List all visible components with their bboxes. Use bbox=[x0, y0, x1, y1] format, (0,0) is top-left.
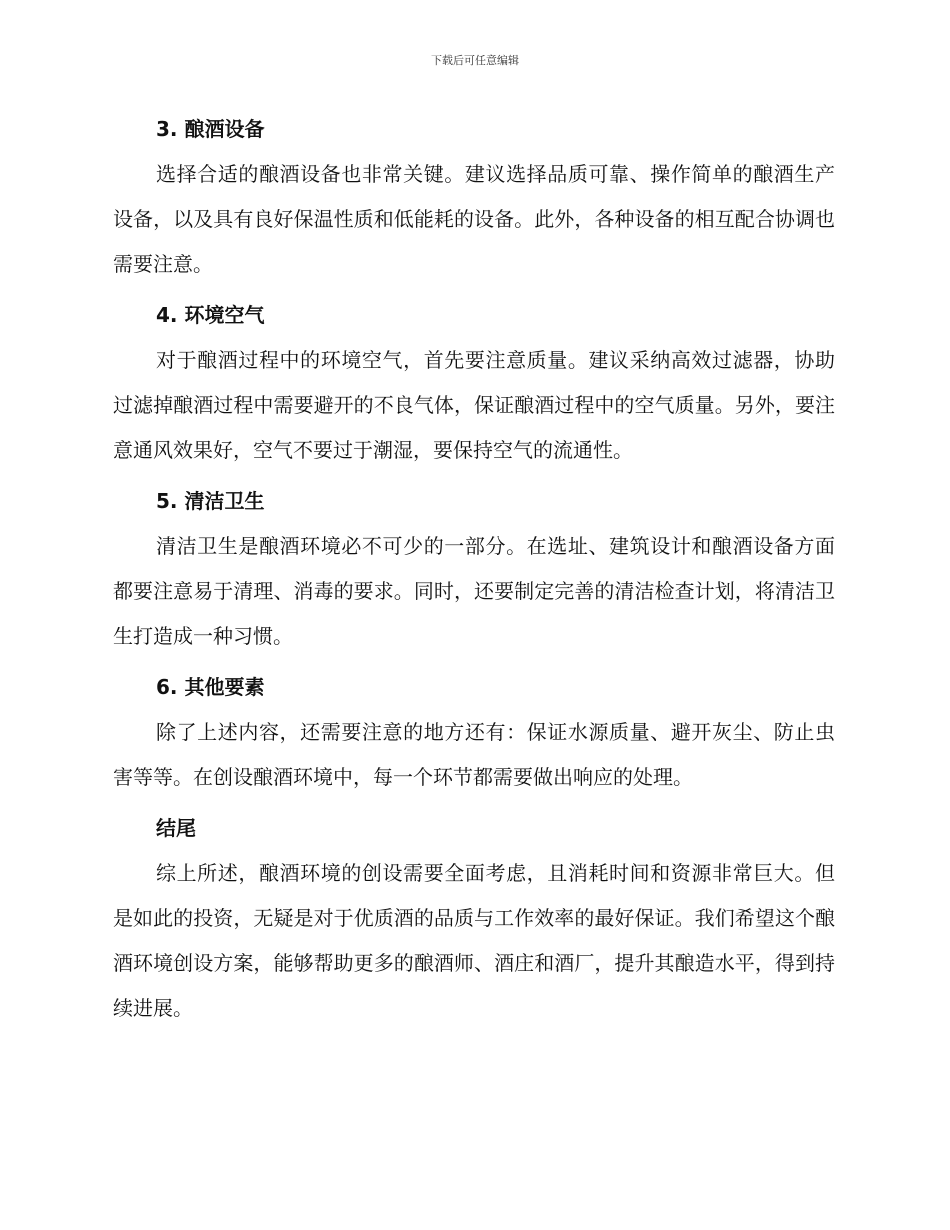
page-header: 下载后可任意编辑 bbox=[431, 54, 519, 67]
section-air bbox=[113, 298, 835, 473]
section-paragraph: 除了上述内容，还需要注意的地方还有：保证水源质量、避开灰尘、防止虫害等等。在创设酿酒环境中，每一个环节都需要做出响应的处理。 bbox=[113, 720, 835, 789]
section-paragraph: 清洁卫生是酿酒环境必不可少的一部分。在选址、建筑设计和酿酒设备方面都要注意易于清理、消毒的要求。同时，还要制定完善的清洁检查计划，将清洁卫生打造成一种习惯。 bbox=[113, 534, 835, 648]
section-other bbox=[113, 670, 835, 800]
section-hygiene bbox=[113, 484, 835, 659]
document-body bbox=[113, 112, 835, 1031]
section-paragraph: 综上所述，酿酒环境的创设需要全面考虑，且消耗时间和资源非常巨大。但是如此的投资，无疑是对于优质酒的品质与工作效率的最好保证。我们希望这个酿酒环境创设方案，能够帮助更多的酿酒师、酒庄和酒厂，提升其酿造水平，得到持续进展。 bbox=[113, 861, 835, 1020]
section-heading: 5. 清洁卫生 bbox=[156, 489, 265, 513]
section-equipment bbox=[113, 112, 835, 287]
section-heading: 6. 其他要素 bbox=[156, 675, 265, 699]
section-heading: 结尾 bbox=[156, 816, 196, 840]
section-conclusion bbox=[113, 811, 835, 1031]
section-paragraph: 对于酿酒过程中的环境空气，首先要注意质量。建议采纳高效过滤器，协助过滤掉酿酒过程中需要避开的不良气体，保证酿酒过程中的空气质量。另外，要注意通风效果好，空气不要过于潮湿，要保持空气的流通性。 bbox=[113, 348, 835, 462]
section-paragraph: 选择合适的酿酒设备也非常关键。建议选择品质可靠、操作简单的酿酒生产设备，以及具有良好保温性质和低能耗的设备。此外，各种设备的相互配合协调也需要注意。 bbox=[113, 162, 835, 276]
section-heading: 4. 环境空气 bbox=[156, 303, 265, 327]
section-heading: 3. 酿酒设备 bbox=[156, 117, 265, 141]
